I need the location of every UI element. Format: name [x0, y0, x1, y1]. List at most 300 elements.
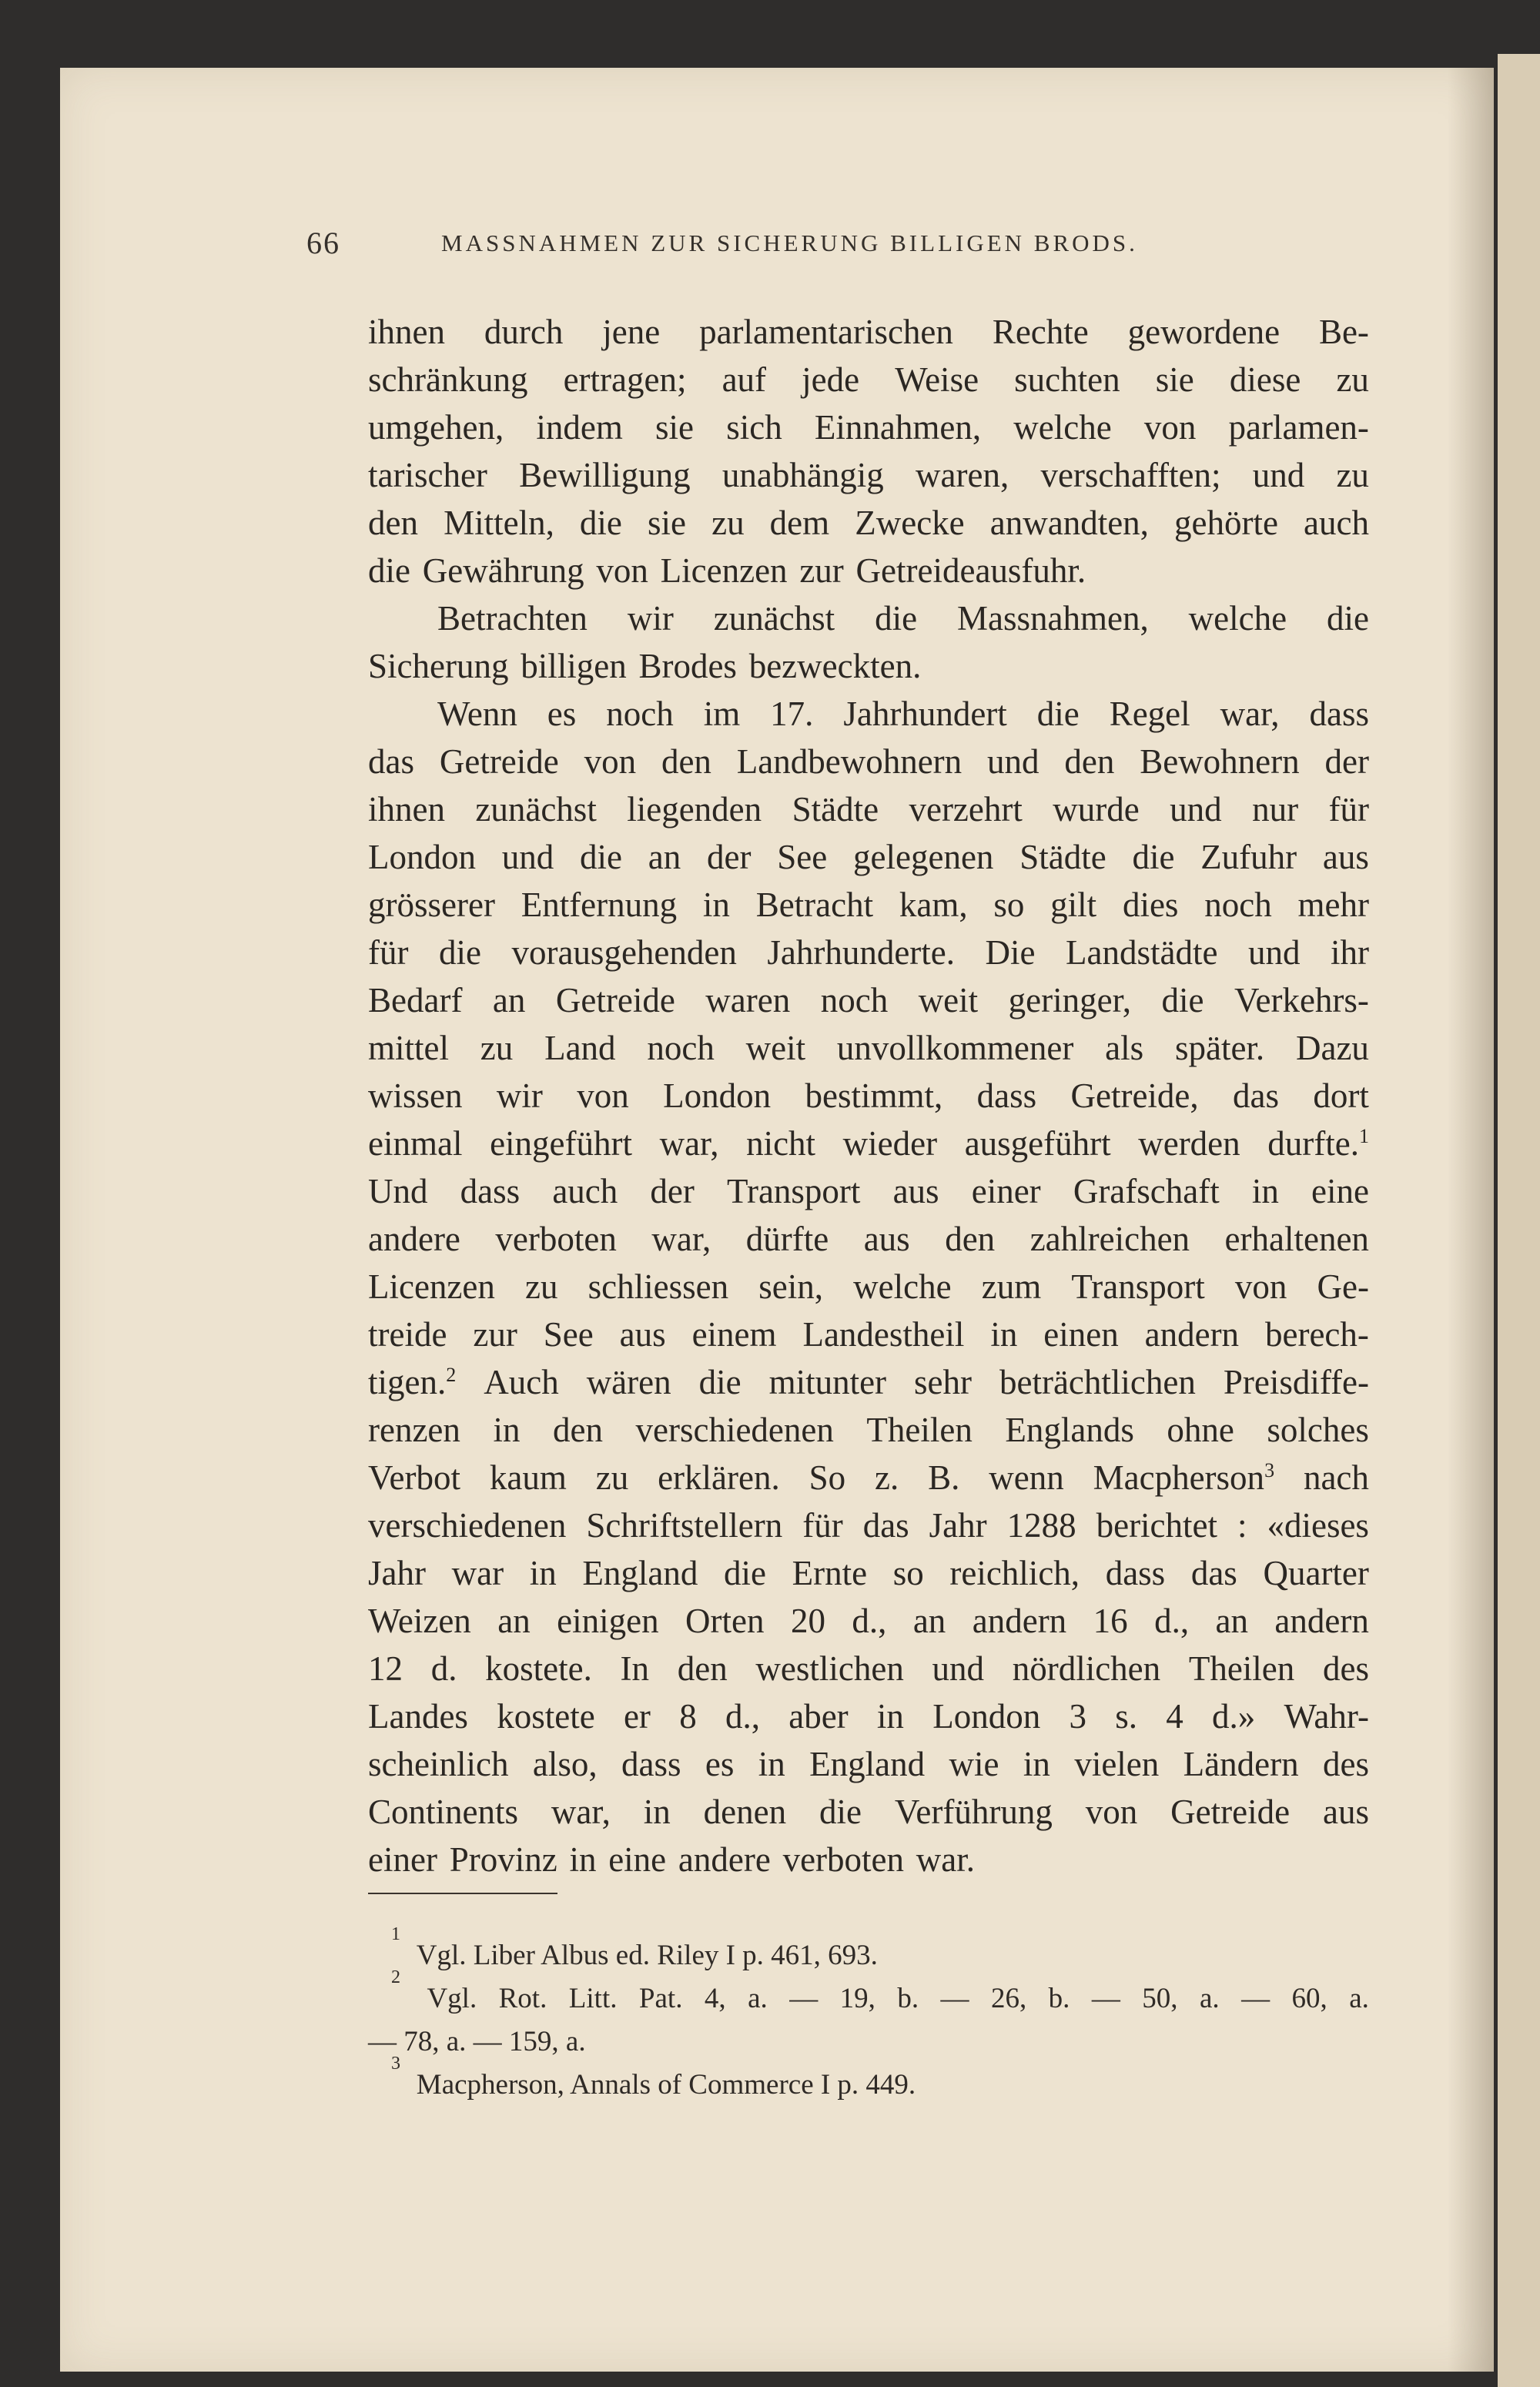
word: verschafften; [1040, 456, 1221, 494]
word: der [1324, 742, 1369, 781]
next-page-edge [1498, 54, 1540, 2387]
word: gehörte [1174, 504, 1278, 542]
footnote-word: — [789, 1983, 819, 2014]
word: gewordene [1127, 313, 1281, 351]
word: dürfte [745, 1220, 829, 1258]
footnote-2 [368, 1967, 1369, 2020]
word: solches [1267, 1411, 1369, 1449]
word: wie [949, 1745, 999, 1783]
word: : [1237, 1506, 1247, 1545]
word: die [580, 838, 623, 876]
word: wieder [842, 1124, 938, 1163]
word: von [596, 551, 648, 590]
word: nicht [746, 1124, 816, 1163]
word: Entfernung [521, 886, 678, 924]
word: in [876, 1697, 904, 1736]
word: zahlreichen [1029, 1220, 1190, 1258]
text-line [368, 356, 1369, 403]
word: umgehen, [368, 408, 504, 447]
word: kostete. [485, 1649, 592, 1688]
word: wenn [989, 1458, 1064, 1497]
word: in [493, 1411, 521, 1449]
word: zu [595, 1458, 629, 1497]
word: Transport [727, 1172, 861, 1210]
word: Massnahmen, [957, 599, 1149, 638]
word: reichlich, [949, 1554, 1080, 1592]
word: 4 [1166, 1697, 1183, 1736]
word: war, [1220, 695, 1280, 733]
word: andern [1144, 1315, 1240, 1354]
footnote-word: — [1091, 1983, 1120, 2014]
word: noch [647, 1029, 715, 1067]
text-line [368, 1263, 1369, 1311]
word: d., [852, 1602, 887, 1640]
word: es [547, 695, 577, 733]
word: die [1161, 981, 1204, 1019]
word: Be- [1318, 313, 1369, 351]
word: d., [1154, 1602, 1190, 1640]
word: und [1247, 933, 1301, 972]
text-line [368, 1215, 1369, 1263]
word: ertragen; [563, 360, 687, 399]
text-line [368, 1072, 1369, 1120]
word: See [543, 1315, 594, 1354]
word: an [912, 1602, 946, 1640]
word: scheinlich [368, 1745, 509, 1783]
word: Ländern [1183, 1745, 1299, 1783]
word: z. [875, 1458, 899, 1497]
word: die [579, 504, 622, 542]
word: noch [820, 981, 889, 1019]
word: unvollkommener [836, 1029, 1074, 1067]
text-line [368, 785, 1369, 833]
word: 20 [790, 1602, 825, 1640]
word: sich [726, 408, 782, 447]
word: Die [985, 933, 1036, 972]
word: auch [1304, 504, 1369, 542]
text-line [368, 642, 1369, 690]
text-line [368, 976, 1369, 1024]
text-line [368, 594, 1369, 642]
word: Landestheil [802, 1315, 965, 1354]
word: tarischer [368, 456, 487, 494]
footnote-3 [368, 2054, 1369, 2107]
word: an [648, 838, 681, 876]
text-line [368, 403, 1369, 451]
word: vielen [1074, 1745, 1160, 1783]
word: den [368, 504, 418, 542]
word: wurde [1053, 790, 1140, 829]
word: den [552, 1411, 603, 1449]
word: dass [1105, 1554, 1166, 1592]
word: Städte [792, 790, 879, 829]
word: Schriftstellern [586, 1506, 783, 1545]
word: Getreideausfuhr. [855, 551, 1086, 590]
word: Licenzen [368, 1267, 495, 1306]
word: Jahrhunderte. [767, 933, 956, 972]
footnote-word: Rot. [498, 1983, 547, 2014]
word: dort [1313, 1076, 1369, 1115]
word: Weizen [368, 1602, 471, 1640]
word: waren, [916, 456, 1009, 494]
footnote-1 [368, 1924, 1369, 1977]
footnote-word: 60, [1291, 1983, 1327, 2014]
word: Quarter [1263, 1554, 1369, 1592]
word: von [1234, 1267, 1287, 1306]
text-line [368, 1024, 1369, 1072]
footnote-word: a. [1349, 1983, 1369, 2014]
word: Jahrhundert [843, 695, 1007, 733]
word: für [802, 1506, 843, 1545]
word: welche [1188, 599, 1287, 638]
page-number: 66 [306, 226, 340, 260]
word: den [945, 1220, 996, 1258]
word: zu [525, 1267, 558, 1306]
word: von [584, 742, 637, 781]
word: sie [648, 504, 686, 542]
word: der [707, 838, 752, 876]
text-line [368, 1692, 1369, 1740]
word: welche [853, 1267, 952, 1306]
word: auch [552, 1172, 618, 1210]
word: Verbot [368, 1458, 460, 1497]
word: die [724, 1554, 766, 1592]
footnote-word: 50, [1142, 1983, 1178, 2014]
word: welche [1013, 408, 1112, 447]
word: in [990, 1315, 1018, 1354]
word: im [703, 695, 741, 733]
footnote-word: Pat. [638, 1983, 683, 2014]
word: verboten [495, 1220, 617, 1258]
word: das [862, 1506, 909, 1545]
word: war [451, 1554, 504, 1592]
word: Getreide, [1070, 1076, 1199, 1115]
word: d., [725, 1697, 760, 1736]
word: Bedarf [368, 981, 463, 1019]
text-line [368, 833, 1369, 881]
word: So [808, 1458, 846, 1497]
word: Getreide [439, 742, 559, 781]
word: 17. [770, 695, 814, 733]
text-line [368, 1406, 1369, 1454]
word: des [1322, 1745, 1369, 1783]
word: Englands [1005, 1411, 1134, 1449]
word: aus [863, 1220, 910, 1258]
word: also, [532, 1745, 598, 1783]
word: Dazu [1295, 1029, 1369, 1067]
word: den [1064, 742, 1115, 781]
word: andern [1274, 1602, 1369, 1640]
word: Grafschaft [1073, 1172, 1220, 1210]
word: dass [976, 1076, 1037, 1115]
text-line [368, 1645, 1369, 1692]
word: in [529, 1554, 557, 1592]
word: schliessen [588, 1267, 729, 1306]
word: die [1036, 695, 1080, 733]
word: Wahr- [1284, 1697, 1369, 1736]
word: die [368, 551, 410, 590]
word: an [1215, 1602, 1248, 1640]
footnote-number: 2 [391, 1967, 400, 1987]
word: kaum [489, 1458, 567, 1497]
word: ihnen [368, 313, 445, 351]
word: Licenzen [660, 551, 788, 590]
word: Mitteln, [444, 504, 554, 542]
word: gelegenen [853, 838, 994, 876]
word: England [582, 1554, 698, 1592]
word: schränkung [368, 360, 528, 399]
footnote-text: Macpherson, Annals of Commerce I p. 449. [416, 2069, 916, 2101]
footnote-word: Vgl. [427, 1983, 477, 2014]
word: indem [536, 408, 623, 447]
footnote-2-continuation [368, 2020, 1369, 2064]
text-line [368, 1311, 1369, 1358]
text-line [368, 929, 1369, 976]
word: weit [745, 1029, 806, 1067]
word: von [1085, 1793, 1138, 1831]
word: mitunter [768, 1363, 887, 1401]
word: von [1143, 408, 1197, 447]
word: wissen [368, 1076, 463, 1115]
word: Städte [1019, 838, 1106, 876]
text-line [368, 1167, 1369, 1215]
word: zu [711, 504, 745, 542]
word: ihnen [368, 790, 445, 829]
word: verboten [782, 1840, 904, 1879]
word: eingeführt [490, 1124, 632, 1163]
word: 3 [1069, 1697, 1086, 1736]
word: Betrachten [437, 599, 588, 638]
text-line [368, 499, 1369, 547]
word: dass [460, 1172, 521, 1210]
word: das [1233, 1076, 1280, 1115]
word: waren [705, 981, 791, 1019]
word: B. [928, 1458, 960, 1497]
word: in [758, 1745, 785, 1783]
word: den [677, 1649, 728, 1688]
word: Und [368, 1172, 428, 1210]
page-header [306, 225, 1384, 271]
word: Land [544, 1029, 616, 1067]
word: d.» [1212, 1697, 1256, 1736]
word: von [577, 1076, 629, 1115]
word: Continents [368, 1793, 519, 1831]
word: dass [621, 1745, 681, 1783]
word: jede [802, 360, 860, 399]
word: den [661, 742, 711, 781]
word: andern [972, 1602, 1067, 1640]
word: die [1327, 599, 1369, 638]
word: dies [1122, 886, 1179, 924]
word: als [1105, 1029, 1144, 1067]
word: Gewährung [422, 551, 584, 590]
word: Provinz [449, 1840, 557, 1879]
word: Theilen [1188, 1649, 1295, 1688]
text-line [368, 1836, 1369, 1883]
word: kam, [899, 886, 968, 924]
word: 16 [1093, 1602, 1128, 1640]
word: beträchtlichen [999, 1363, 1196, 1401]
footnotes [368, 1924, 1369, 2107]
footnote-word: — [1241, 1983, 1270, 2014]
word: Jahr [368, 1554, 426, 1592]
word: eine [1311, 1172, 1369, 1210]
word: die [438, 933, 481, 972]
word: wären [586, 1363, 671, 1401]
word: westlichen [755, 1649, 904, 1688]
word: Zufuhr [1200, 838, 1297, 876]
text-line [368, 690, 1369, 738]
word: London [368, 838, 476, 876]
word: geringer, [1008, 981, 1132, 1019]
word: und [501, 838, 554, 876]
word: s. [1115, 1697, 1137, 1736]
word: zur [473, 1315, 517, 1354]
word: in [569, 1840, 597, 1879]
text-line [368, 547, 1369, 594]
word: Weise [895, 360, 979, 399]
word: war, [551, 1793, 611, 1831]
word: wir [627, 599, 674, 638]
footnote-text: — 78, a. — 159, a. [368, 2026, 586, 2057]
word: d. [430, 1649, 457, 1688]
word: und [1170, 790, 1222, 829]
word: Betracht [755, 886, 874, 924]
word: Landstädte [1066, 933, 1218, 972]
word: England [809, 1745, 926, 1783]
word: 12 [368, 1649, 403, 1688]
text-line [368, 738, 1369, 785]
word: Jahr [929, 1506, 987, 1545]
word: mittel [368, 1029, 449, 1067]
word: ohne [1167, 1411, 1234, 1449]
footnote-word: 19, [839, 1983, 875, 2014]
word: liegenden [627, 790, 762, 829]
word: auf [721, 360, 767, 399]
word: erklären. [658, 1458, 780, 1497]
body-text [368, 308, 1369, 1883]
word: einer [971, 1172, 1041, 1210]
word: Orten [685, 1602, 765, 1640]
word: Ernte [792, 1554, 868, 1592]
word: parlamen- [1228, 408, 1369, 447]
word: verschiedenen [368, 1506, 567, 1545]
word: es [705, 1745, 735, 1783]
word: 8 [679, 1697, 697, 1736]
word: zu [1336, 456, 1369, 494]
footnote-word: a. [748, 1983, 768, 2014]
word: Verkehrs- [1234, 981, 1369, 1019]
word: verzehrt [909, 790, 1023, 829]
word: Preisdiffe- [1223, 1363, 1369, 1401]
word: grösserer [368, 886, 495, 924]
word: und [1252, 456, 1305, 494]
word: noch [1204, 886, 1272, 924]
word: denen [703, 1793, 787, 1831]
word: Brodes [638, 647, 737, 685]
word: gilt [1050, 886, 1097, 924]
word: und [932, 1649, 985, 1688]
word: billigen [521, 647, 627, 685]
word: Verführung [894, 1793, 1053, 1831]
word: das [1190, 1554, 1237, 1592]
footnote-word: b. [1048, 1983, 1070, 2014]
word: sein, [758, 1267, 824, 1306]
word: Auch [484, 1363, 559, 1401]
footnote-word: Litt. [568, 1983, 618, 2014]
footnote-text: Vgl. Liber Albus ed. Riley I p. 461, 693. [416, 1940, 878, 1971]
word: in [1251, 1172, 1279, 1210]
word: weit [918, 981, 979, 1019]
word: nur [1252, 790, 1299, 829]
word: andere [368, 1220, 460, 1258]
word: «dieses [1267, 1506, 1369, 1545]
text-line [368, 1740, 1369, 1788]
word: einmal [368, 1124, 463, 1163]
text-line [368, 881, 1369, 929]
word: parlamentarischen [699, 313, 953, 351]
word: Landes [368, 1697, 468, 1736]
word: später. [1174, 1029, 1265, 1067]
word: einigen [557, 1602, 659, 1640]
word: dass [1309, 695, 1369, 733]
footnote-word: b. [897, 1983, 919, 2014]
word: in [702, 886, 730, 924]
text-line [368, 1358, 1369, 1406]
text-line [368, 1788, 1369, 1836]
word: zur [799, 551, 844, 590]
word: anwandten, [989, 504, 1149, 542]
word: zunächst [475, 790, 597, 829]
word: verschiedenen [635, 1411, 834, 1449]
word: suchten [1014, 360, 1120, 399]
word: sehr [914, 1363, 973, 1401]
word: Wenn [437, 695, 517, 733]
word: für [368, 933, 409, 972]
footnote-word: 4, [704, 1983, 726, 2014]
word: mehr [1297, 886, 1369, 924]
page-gutter-shadow [1448, 68, 1494, 2372]
word: Getreide [555, 981, 675, 1019]
word: erhaltenen [1224, 1220, 1369, 1258]
word: noch [606, 695, 674, 733]
word: an [497, 1602, 531, 1640]
word: durch [484, 313, 564, 351]
word: Theilen [866, 1411, 973, 1449]
word: Macpherson$^3$ [1093, 1458, 1275, 1497]
word: einen [1043, 1315, 1119, 1354]
word: zunächst [713, 599, 835, 638]
word: in [1023, 1745, 1050, 1783]
word: werden [1138, 1124, 1240, 1163]
text-line [368, 1120, 1369, 1167]
word: vorausgehenden [511, 933, 737, 972]
word: aber [788, 1697, 849, 1736]
text-line [368, 451, 1369, 499]
footnote-word: — [940, 1983, 969, 2014]
word: so [993, 886, 1025, 924]
footnote-word: a. [1199, 1983, 1220, 2014]
word: Landbewohnern [736, 742, 962, 781]
word: Rechte [992, 313, 1089, 351]
word: er [623, 1697, 651, 1736]
word: für [1328, 790, 1369, 829]
word: Einnahmen, [814, 408, 982, 447]
word: war. [916, 1840, 975, 1879]
word: Transport [1071, 1267, 1205, 1306]
footnote-rule [368, 1893, 557, 1894]
word: ausgeführt [964, 1124, 1111, 1163]
